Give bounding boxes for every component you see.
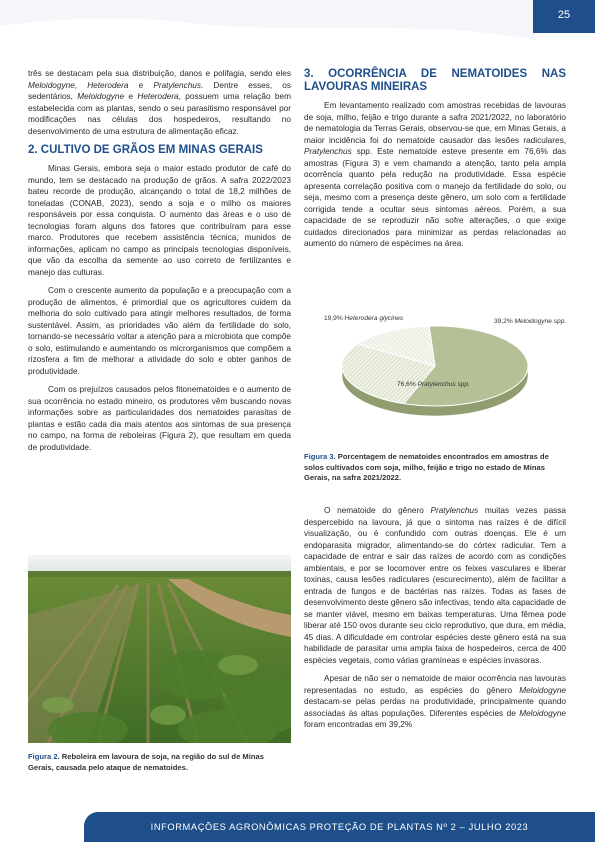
left-column (28, 68, 291, 460)
figure-2-text: Reboleira em lavoura de soja, na região do sul de Minas Gerais, causada pelo ataque de nematoides. (28, 752, 264, 772)
figure-2-caption (28, 752, 291, 773)
footer-bar: INFORMAÇÕES AGRONÔMICAS PROTEÇÃO DE PLANTAS Nº 2 – JULHO 2023 (84, 812, 595, 842)
paragraph-meloidogyne: Apesar de não ser o nematoide de maior ocorrência nas lavouras representadas no estudo, as espécies do gênero Meloidogyne destacam-se pelas perdas na produtividade, principalmente quando associadas às altas populações. Diferentes espécies de Meloidogyne foram encontradas em 39,2% (304, 674, 566, 729)
figure-3-text: Porcentagem de nematoides encontrados em amostras de solos cultivados com soja, milho, feijão e trigo no estado de Minas Gerais, na safra 2021/2022. (304, 452, 549, 482)
right-column-bottom (304, 505, 566, 738)
figure-3-label: Figura 3. (304, 452, 336, 461)
header-wave-decoration (0, 0, 595, 58)
paragraph-solo: Com o crescente aumento da população e a preocupação com a produção de alimentos, é primordial que os agricultores cuidem da melhoria do solo cultivado para atingir melhores resultados, de forma sustentável. Assim, as prioridades vão além da fertilidade do solo, tornando-se necessário voltar a atenção para a microbiota que compõe o solo, estimulando e aumentando os microrganismos que compõem a rizosfera a fim de melhorar a atividade do solo e obter ganhos de produtividade. (28, 286, 291, 376)
paragraph-prejuizos: Com os prejuízos causados pelos fitonematoides e o aumento de sua ocorrência no estado mineiro, os produtores vêm buscando novas informações sobre as particularidades dos nematoides parasitas de plantas e estão cada dia mais atentos aos sintomas de sua presença no campo, na forma de reboleiras (Figura 2), que resultam em queda de produtividade. (28, 385, 291, 452)
pie-label-2: 39,2% Meloidogyne spp. (494, 318, 566, 325)
section-heading-graos: 2. CULTIVO DE GRÃOS EM MINAS GERAIS (28, 144, 263, 156)
paragraph-levantamento: Em levantamento realizado com amostras recebidas de lavouras de soja, milho, feijão e trigo durante a safra 2021/2022, no laboratório de nematologia da Terras Gerais, observou-se que, em Minas Gerais, a maior incidência foi do nematoide causador das lesões radiculares, Pratylenchus spp. Este nematoide esteve presente em 76,6% das amostras (Figura 3) e vem chamando a atenção, tanto pela ampla ocorrência quanto pela redução na produtividade. Essa espécie apresenta correlação positiva com o manejo da fertilidade do solo, ou seja, mesmo com a presença deste gênero, um solo com a fertilidade corrigida tende a ocultar seus sintomas aéreos. Porém, a sua capacidade de se reproduzir não sofre alterações, o que exige cuidados direcionados para minimizar as perdas relacionadas ao aumento do número de espécimes na área. (304, 101, 566, 248)
nematode-pie-chart (304, 306, 566, 444)
figure-3-caption (304, 452, 566, 484)
soybean-field-photo (28, 555, 291, 743)
figure-2-label: Figura 2. (28, 752, 60, 761)
pie-label-1: 76,6% Pratylenchus spp. (397, 381, 470, 388)
section-heading-ocorrencia: 3. OCORRÊNCIA DE NEMATOIDES NAS LAVOURAS MINEIRAS (304, 68, 566, 93)
paragraph-intro: três se destacam pela sua distribuição, danos e polifagia, sendo eles Meloidogyne, Heterodera e Pratylenchus. Dentre esses, os sedentários, Meloidogyne e Heterodera, possuem uma relação bem estabelecida com as plantas, sendo o seu parasitismo responsável por modificações nas células dos hospedeiros, resultando no desenvolvimento de uma estrutura de alimentação eficaz. (28, 69, 291, 136)
pie-label-3: 19,9% Heterodera glycines (324, 315, 404, 322)
paragraph-pratylenchus: O nematoide do gênero Pratylenchus muitas vezes passa despercebido na lavoura, já que o sintoma nas raízes é de difícil visualização, ou é confundido com outras doenças. Ele é um endoparasita migrador, alimentando-se do córtex radicular. Tem a capacidade de entrar e sair das raízes de acordo com as condições ambientais, e por se locomover entre os feixes vasculares e liberar toxinas, causa lesões radiculares (escurecimento), além de facilitar a entrada de fungos e de bactérias nas raízes. Todas as fases de desenvolvimento deste gênero são infectivas, tendo alta capacidade de se manter viável, mesmo em baixas temperaturas. Uma fêmea pode liberar até 150 ovos durante seu ciclo reprodutivo, que dura, em média, 45 dias. A dificuldade em controlar espécies deste gênero está na sua habilidade de parasitar uma ampla faixa de hospedeiros, cerca de 400 espécies vegetais, como várias gramíneas e espécies invasoras. (304, 506, 566, 665)
header-band (0, 0, 595, 58)
page-number: 25 (533, 0, 595, 33)
right-column-top (304, 68, 566, 257)
paragraph-minas: Minas Gerais, embora seja o maior estado produtor de café do mundo, tem se destacado na produção de grãos. A safra 2022/2023 bateu recorde de produção, alcançando o total de 18,2 milhões de toneladas (CONAB, 2023), sendo a soja e o milho os maiores responsáveis por essa conquista. O aumento das áreas e o uso de tecnologias foram alguns dos fatores que contribuíram para esse marco. Produtores que recebem assistência técnica, munidos de informações, aplicam no campo as principais tecnologias disponíveis, que vão da escolha da semente ao uso correto de fertilizantes e manejo das culturas. (28, 164, 291, 277)
